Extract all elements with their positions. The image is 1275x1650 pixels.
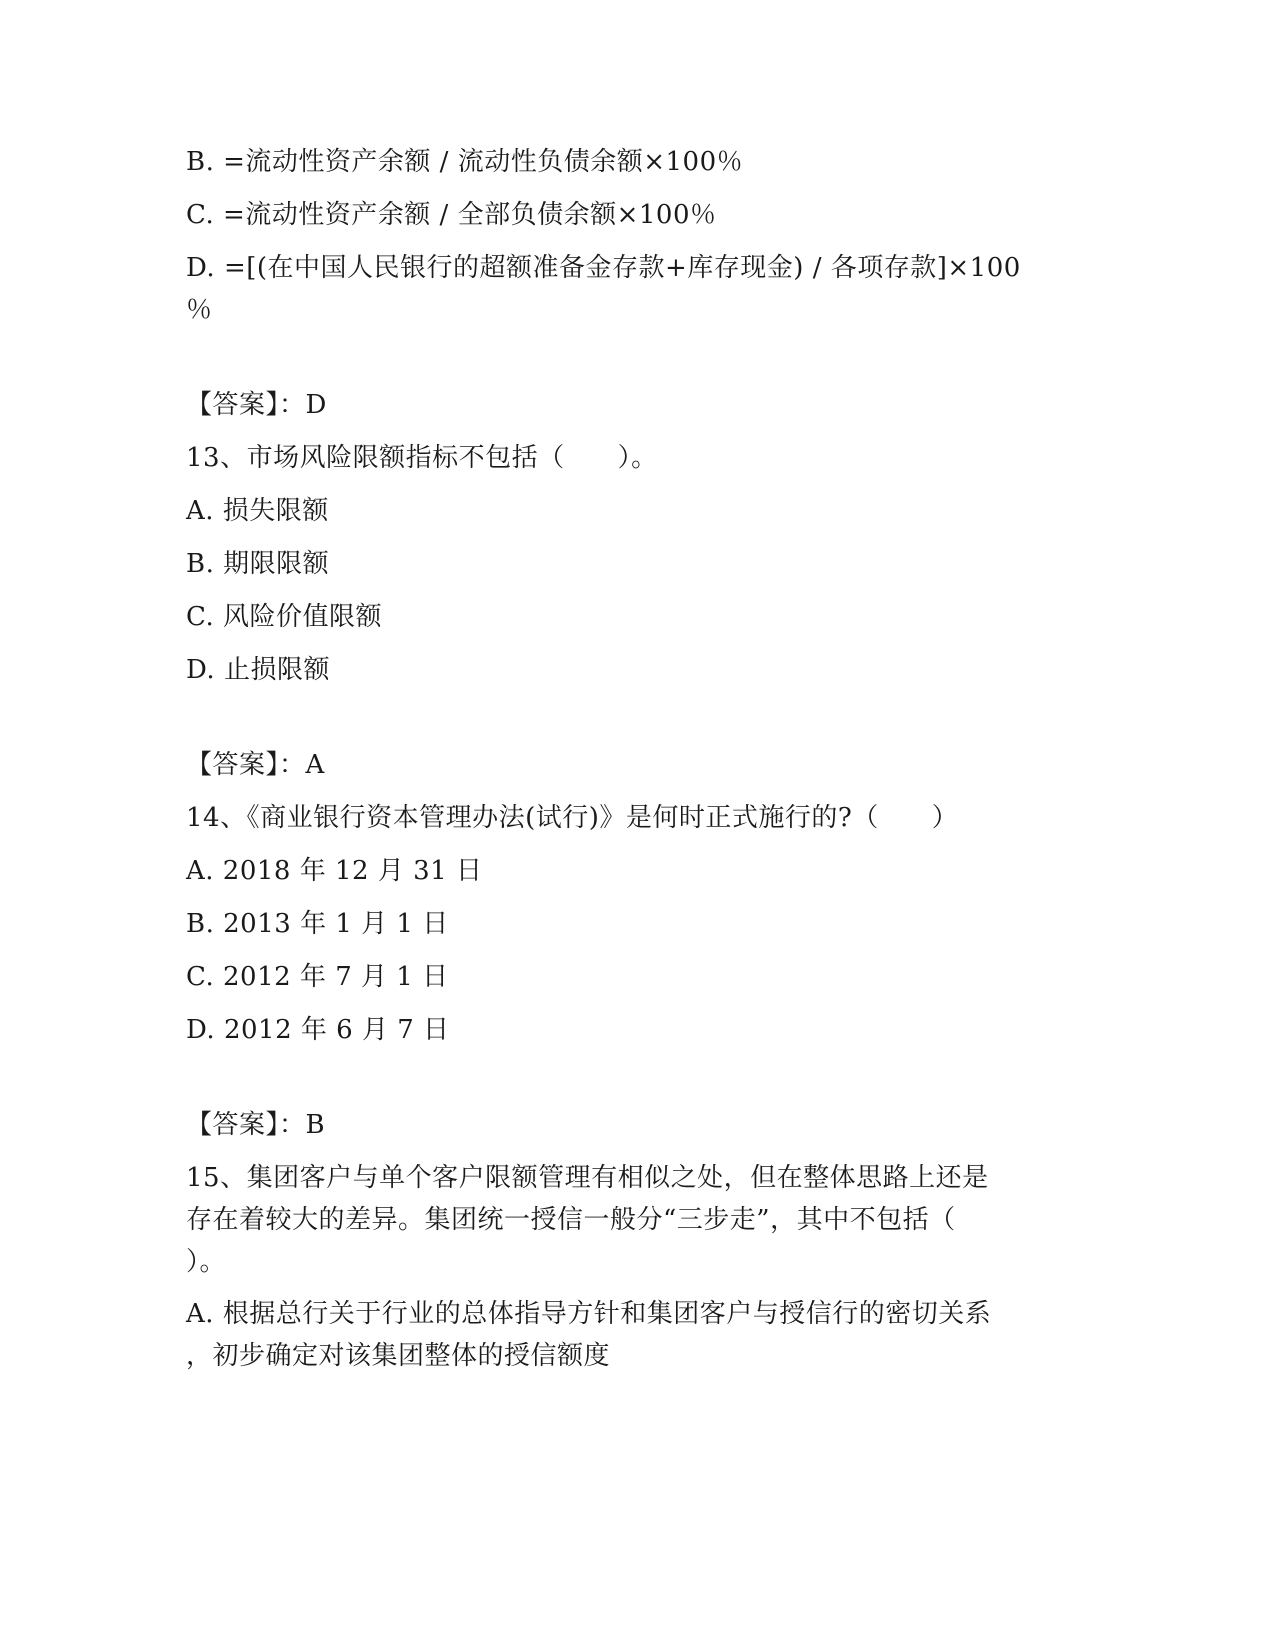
q15-question-line-3: ）。 [186,1247,227,1277]
q14-option-b: B. 2013 年 1 月 1 日 [186,909,449,939]
q14-option-a: A. 2018 年 12 月 31 日 [186,856,483,886]
q15-question-line-1: 15、集团客户与单个客户限额管理有相似之处，但在整体思路上还是 [186,1163,989,1193]
q12-option-b: B. =流动性资产余额 / 流动性负债余额×100％ [186,147,744,177]
q15-option-a-line-2: ，初步确定对该集团整体的授信额度 [186,1341,611,1371]
q13-option-a: A. 损失限额 [186,496,329,526]
q13-option-d: D. 止损限额 [186,655,330,685]
q15-option-a-line-1: A. 根据总行关于行业的总体指导方针和集团客户与授信行的密切关系 [186,1299,992,1329]
q12-option-d-continued: ％ [186,295,213,325]
q13-option-c: C. 风险价值限额 [186,602,382,632]
q12-answer: 【答案】：D [186,390,327,420]
q12-option-d: D. =[(在中国人民银行的超额准备金存款+库存现金) / 各项存款]×100 [186,253,1021,283]
q14-option-c: C. 2012 年 7 月 1 日 [186,962,449,992]
q14-question: 14、《商业银行资本管理办法(试行)》是何时正式施行的?（ ） [186,803,959,833]
q12-option-c: C. =流动性资产余额 / 全部负债余额×100％ [186,200,717,230]
q14-option-d: D. 2012 年 6 月 7 日 [186,1015,450,1045]
q13-option-b: B. 期限限额 [186,549,330,579]
q14-answer: 【答案】：B [186,1110,326,1140]
q13-question: 13、市场风险限额指标不包括（ ）。 [186,443,658,473]
q13-answer: 【答案】：A [186,750,325,780]
q15-question-line-2: 存在着较大的差异。集团统一授信一般分“三步走”，其中不包括（ [186,1205,956,1235]
